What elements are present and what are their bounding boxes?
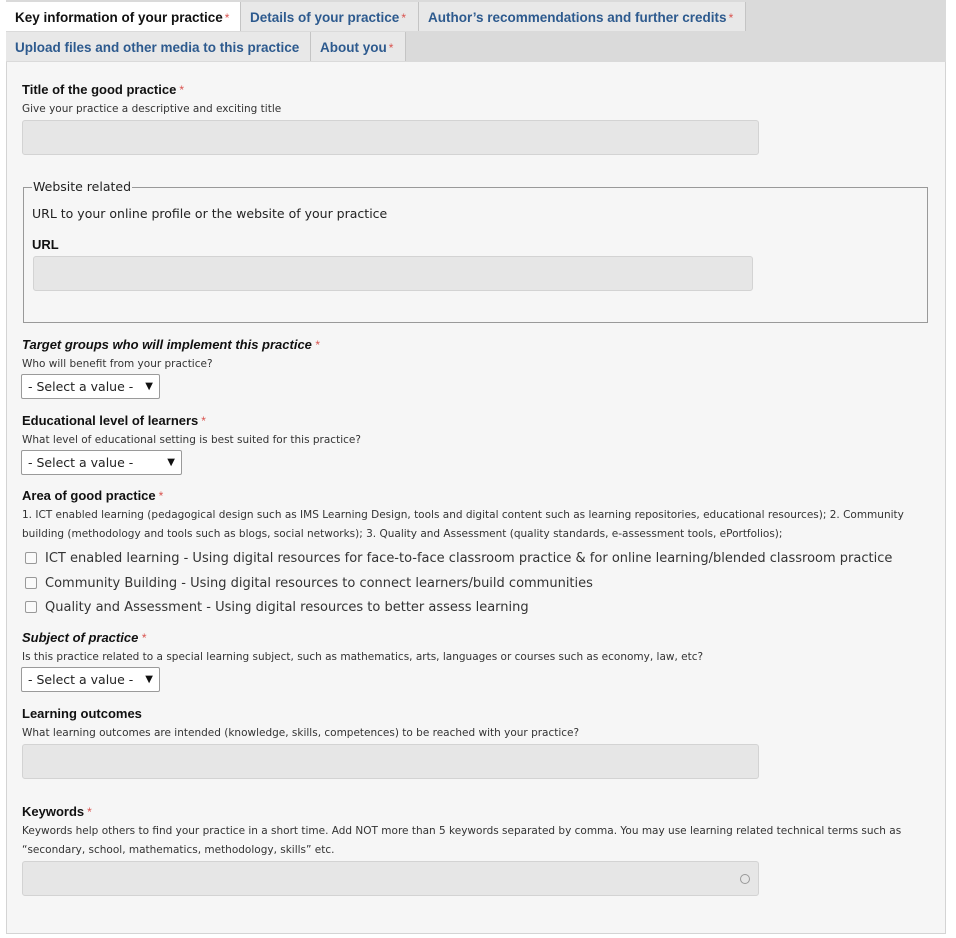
required-marker: *	[158, 489, 164, 503]
area-option-community[interactable]: Community Building - Using digital resources to connect learners/build communities	[25, 574, 593, 592]
required-marker: *	[388, 41, 394, 55]
checkbox[interactable]	[25, 577, 37, 589]
target-groups-hint: Who will benefit from your practice?	[22, 358, 213, 370]
url-label: URL	[32, 237, 59, 252]
required-marker: *	[87, 805, 92, 819]
required-marker: *	[728, 11, 734, 25]
triangle-down-icon: ▼	[145, 381, 153, 392]
website-description: URL to your online profile or the website of your practice	[32, 206, 388, 221]
url-input[interactable]	[33, 256, 753, 291]
tab-author-recommendations[interactable]	[419, 2, 746, 31]
learning-outcomes-hint: What learning outcomes are intended (knowledge, skills, competences) to be reached with your practice?	[22, 727, 580, 739]
checkbox[interactable]	[25, 552, 37, 564]
required-marker: *	[179, 83, 185, 97]
keywords-input[interactable]	[22, 861, 759, 896]
required-marker: *	[401, 11, 406, 25]
learning-outcomes-input[interactable]	[22, 744, 759, 779]
tab-label: Upload files and other media to this practice	[15, 40, 300, 55]
required-marker: *	[141, 631, 146, 645]
website-legend: Website related	[33, 179, 132, 194]
triangle-down-icon: ▼	[145, 674, 153, 685]
circle-icon	[740, 874, 750, 884]
title-input[interactable]	[22, 120, 759, 155]
keywords-hint: Keywords help others to find your practice in a short time. Add NOT more than 5 keywords separated by comma. You may use learning related technical terms such as “secondary, school, mathematics, methodology, skills” etc.	[22, 825, 902, 856]
learning-outcomes-label: Learning outcomes	[22, 706, 142, 721]
tab-key-information[interactable]	[6, 2, 241, 31]
required-marker: *	[314, 338, 320, 352]
required-marker: *	[201, 414, 206, 428]
subject-label: Subject of practice *	[22, 630, 146, 645]
tab-label: About you	[320, 40, 387, 55]
area-option-quality[interactable]: Quality and Assessment - Using digital resources to better assess learning	[25, 598, 529, 616]
educational-level-select[interactable]: - Select a value - ▼	[21, 450, 182, 475]
title-hint: Give your practice a descriptive and exciting title	[22, 103, 282, 115]
title-label: Title of the good practice *	[22, 82, 185, 97]
tab-label: Author’s recommendations and further credits	[428, 10, 727, 25]
tab-details[interactable]	[241, 2, 419, 31]
subject-hint: Is this practice related to a special learning subject, such as mathematics, arts, languages or courses such as economy, law, etc?	[22, 651, 704, 663]
keywords-label: Keywords *	[22, 804, 92, 819]
educational-level-hint: What level of educational setting is best suited for this practice?	[22, 434, 361, 446]
tab-bar	[6, 0, 946, 62]
tab-about-you[interactable]	[311, 32, 406, 61]
target-groups-select[interactable]: - Select a value - ▼	[21, 374, 160, 399]
subject-select[interactable]: - Select a value - ▼	[21, 667, 160, 692]
triangle-down-icon: ▼	[167, 457, 175, 468]
tab-label: Details of your practice	[250, 10, 400, 25]
area-hint: 1. ICT enabled learning (pedagogical design such as IMS Learning Design, tools and digital content such as learning repositories, educational resources); 2. Community building (methodology and tools such as blogs, social networks); 3. Quality and Assessment (quality standards, e-assessment tools, ePortfolios);	[22, 509, 904, 540]
area-label: Area of good practice *	[22, 488, 164, 503]
educational-level-label: Educational level of learners *	[22, 413, 206, 428]
tab-upload-files[interactable]	[6, 32, 311, 61]
checkbox[interactable]	[25, 601, 37, 613]
required-marker: *	[224, 11, 230, 25]
target-groups-label: Target groups who will implement this practice *	[22, 337, 320, 352]
area-option-ict[interactable]: ICT enabled learning - Using digital resources for face-to-face classroom practice & for online learning/blended classroom practice	[25, 549, 892, 567]
tab-label: Key information of your practice	[15, 10, 223, 25]
